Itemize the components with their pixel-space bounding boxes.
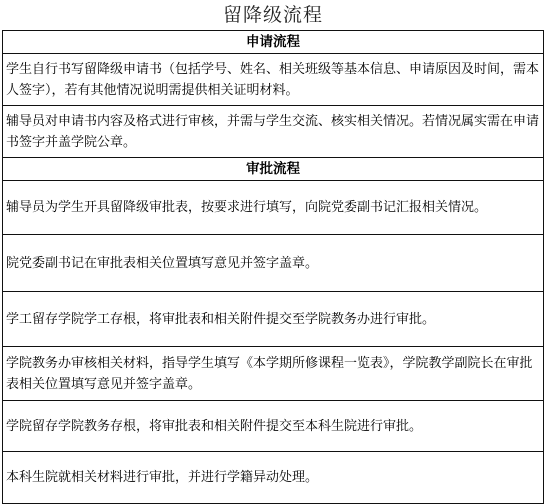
approval-step-2: 院党委副书记在审批表相关位置填写意见并签字盖章。 xyxy=(3,235,544,292)
approval-step-4: 学院教务办审核相关材料，指导学生填写《本学期所修课程一览表》，学院教学副院长在审批表相关位置填写意见并签字盖章。 xyxy=(3,347,544,401)
application-section-heading: 申请流程 xyxy=(3,31,544,54)
application-step-row xyxy=(3,54,544,106)
approval-step-row xyxy=(3,347,544,401)
application-section-header-row xyxy=(3,31,544,54)
application-step-2: 辅导员对申请书内容及格式进行审核，并需与学生交流、核实相关情况。若情况属实需在申请书签字并盖学院公章。 xyxy=(3,106,544,158)
approval-step-row xyxy=(3,401,544,452)
process-table xyxy=(2,30,544,504)
approval-step-row xyxy=(3,292,544,347)
document-title: 留降级流程 xyxy=(222,4,323,26)
approval-step-1: 辅导员为学生开具留降级审批表，按要求进行填写，向院党委副书记汇报相关情况。 xyxy=(3,181,544,235)
application-step-1: 学生自行书写留降级申请书（包括学号、姓名、相关班级等基本信息、申请原因及时间，需本人签字），若有其他情况说明需提供相关证明材料。 xyxy=(3,54,544,106)
approval-step-row xyxy=(3,235,544,292)
approval-step-row xyxy=(3,452,544,504)
approval-section-header-row xyxy=(3,158,544,181)
approval-step-6: 本科生院就相关材料进行审批，并进行学籍异动处理。 xyxy=(3,452,544,504)
approval-step-3: 学工留存学院学工存根，将审批表和相关附件提交至学院教务办进行审批。 xyxy=(3,292,544,347)
approval-step-row xyxy=(3,181,544,235)
approval-section-heading: 审批流程 xyxy=(3,158,544,181)
application-step-row xyxy=(3,106,544,158)
approval-step-5: 学院留存学院教务存根，将审批表和相关附件提交至本科生院进行审批。 xyxy=(3,401,544,452)
